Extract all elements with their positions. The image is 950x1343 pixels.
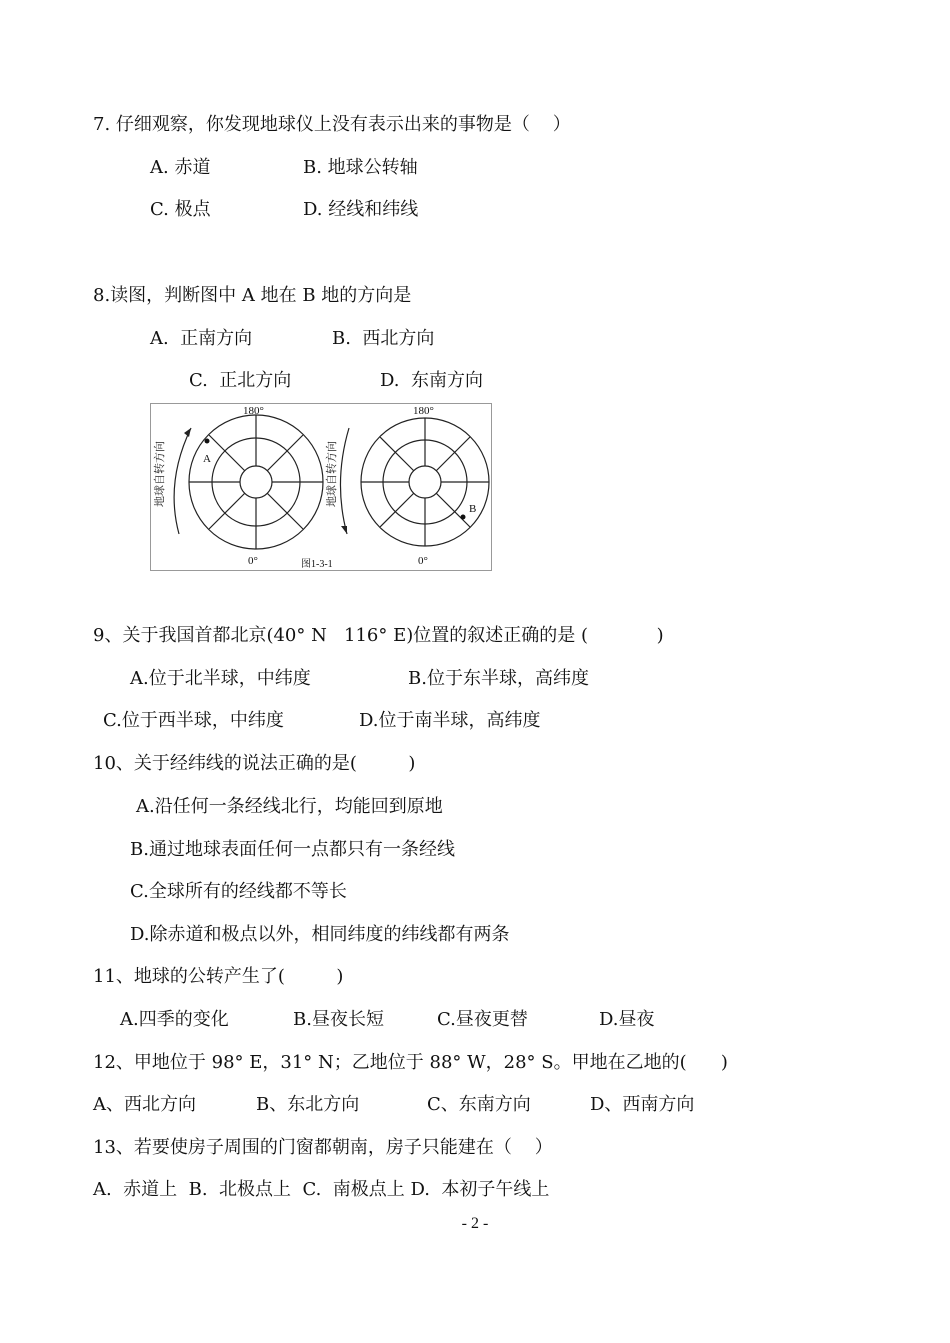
- q10-option-c: C.全球所有的经线都不等长: [130, 881, 347, 902]
- point-b-label: B: [469, 503, 477, 515]
- polar-projection-figure: [150, 403, 492, 571]
- right-arrow-head: [341, 526, 347, 534]
- page-number: - 2 -: [461, 1215, 489, 1232]
- q8-option-c: C. 正北方向: [189, 370, 292, 391]
- q7-option-a: A. 赤道: [150, 157, 211, 178]
- q13-stem: 13、若要使房子周围的门窗都朝南，房子只能建在（ ）: [93, 1137, 553, 1158]
- right-rotation-label: 地球自转方向: [326, 441, 338, 507]
- left-180-label: 180°: [243, 405, 264, 417]
- right-rotation-arrow: [340, 428, 349, 534]
- q10-option-b: B.通过地球表面任何一点都只有一条经线: [130, 839, 455, 860]
- q13-options: A. 赤道上 B. 北极点上 C. 南极点上 D. 本初子午线上: [93, 1179, 550, 1200]
- q7-option-d: D. 经线和纬线: [303, 199, 419, 220]
- q10-option-a: A.沿任何一条经线北行，均能回到原地: [136, 796, 443, 817]
- right-0-label: 0°: [418, 555, 428, 567]
- left-0-label: 0°: [248, 555, 258, 567]
- q7-option-b: B. 地球公转轴: [303, 157, 418, 178]
- q11-option-c: C.昼夜更替: [437, 1009, 528, 1030]
- q9-option-d: D.位于南半球，高纬度: [359, 710, 541, 731]
- q10-stem: 10、关于经纬线的说法正确的是( ): [93, 753, 416, 774]
- point-a-dot: [205, 439, 210, 444]
- left-arrow-head: [184, 428, 191, 437]
- q11-option-a: A.四季的变化: [120, 1009, 229, 1030]
- figure-caption: 图1-3-1: [301, 559, 333, 570]
- q12-option-a: A、西北方向: [93, 1094, 196, 1115]
- right-180-label: 180°: [413, 405, 434, 417]
- left-rotation-label: 地球自转方向: [154, 441, 166, 507]
- q11-option-d: D.昼夜: [599, 1009, 655, 1030]
- q11-stem: 11、地球的公转产生了( ): [93, 966, 344, 987]
- q12-stem: 12、甲地位于 98° E，31° N；乙地位于 88° W，28° S。甲地在乙地的( ): [93, 1052, 728, 1073]
- q12-option-d: D、西南方向: [590, 1094, 695, 1115]
- q8-option-d: D. 东南方向: [380, 370, 483, 391]
- point-a-label: A: [203, 453, 211, 465]
- right-polar-diagram: [361, 418, 489, 546]
- q7-option-c: C. 极点: [150, 199, 211, 220]
- point-b-dot: [461, 515, 466, 520]
- q9-option-a: A.位于北半球，中纬度: [130, 668, 311, 689]
- q11-option-b: B.昼夜长短: [293, 1009, 384, 1030]
- q12-option-c: C、东南方向: [427, 1094, 531, 1115]
- q7-stem: 7. 仔细观察，你发现地球仪上没有表示出来的事物是（ ）: [93, 114, 571, 135]
- q12-option-b: B、东北方向: [256, 1094, 360, 1115]
- q10-option-d: D.除赤道和极点以外，相同纬度的纬线都有两条: [130, 924, 510, 945]
- q8-option-a: A. 正南方向: [150, 328, 253, 349]
- q8-stem: 8.读图，判断图中 A 地在 B 地的方向是: [93, 285, 412, 306]
- left-polar-diagram: [189, 415, 323, 549]
- q9-stem: 9、关于我国首都北京(40° N 116° E)位置的叙述正确的是 ( ): [93, 625, 664, 646]
- q9-option-b: B.位于东半球，高纬度: [408, 668, 589, 689]
- q8-option-b: B. 西北方向: [332, 328, 435, 349]
- q9-option-c: C.位于西半球，中纬度: [103, 710, 284, 731]
